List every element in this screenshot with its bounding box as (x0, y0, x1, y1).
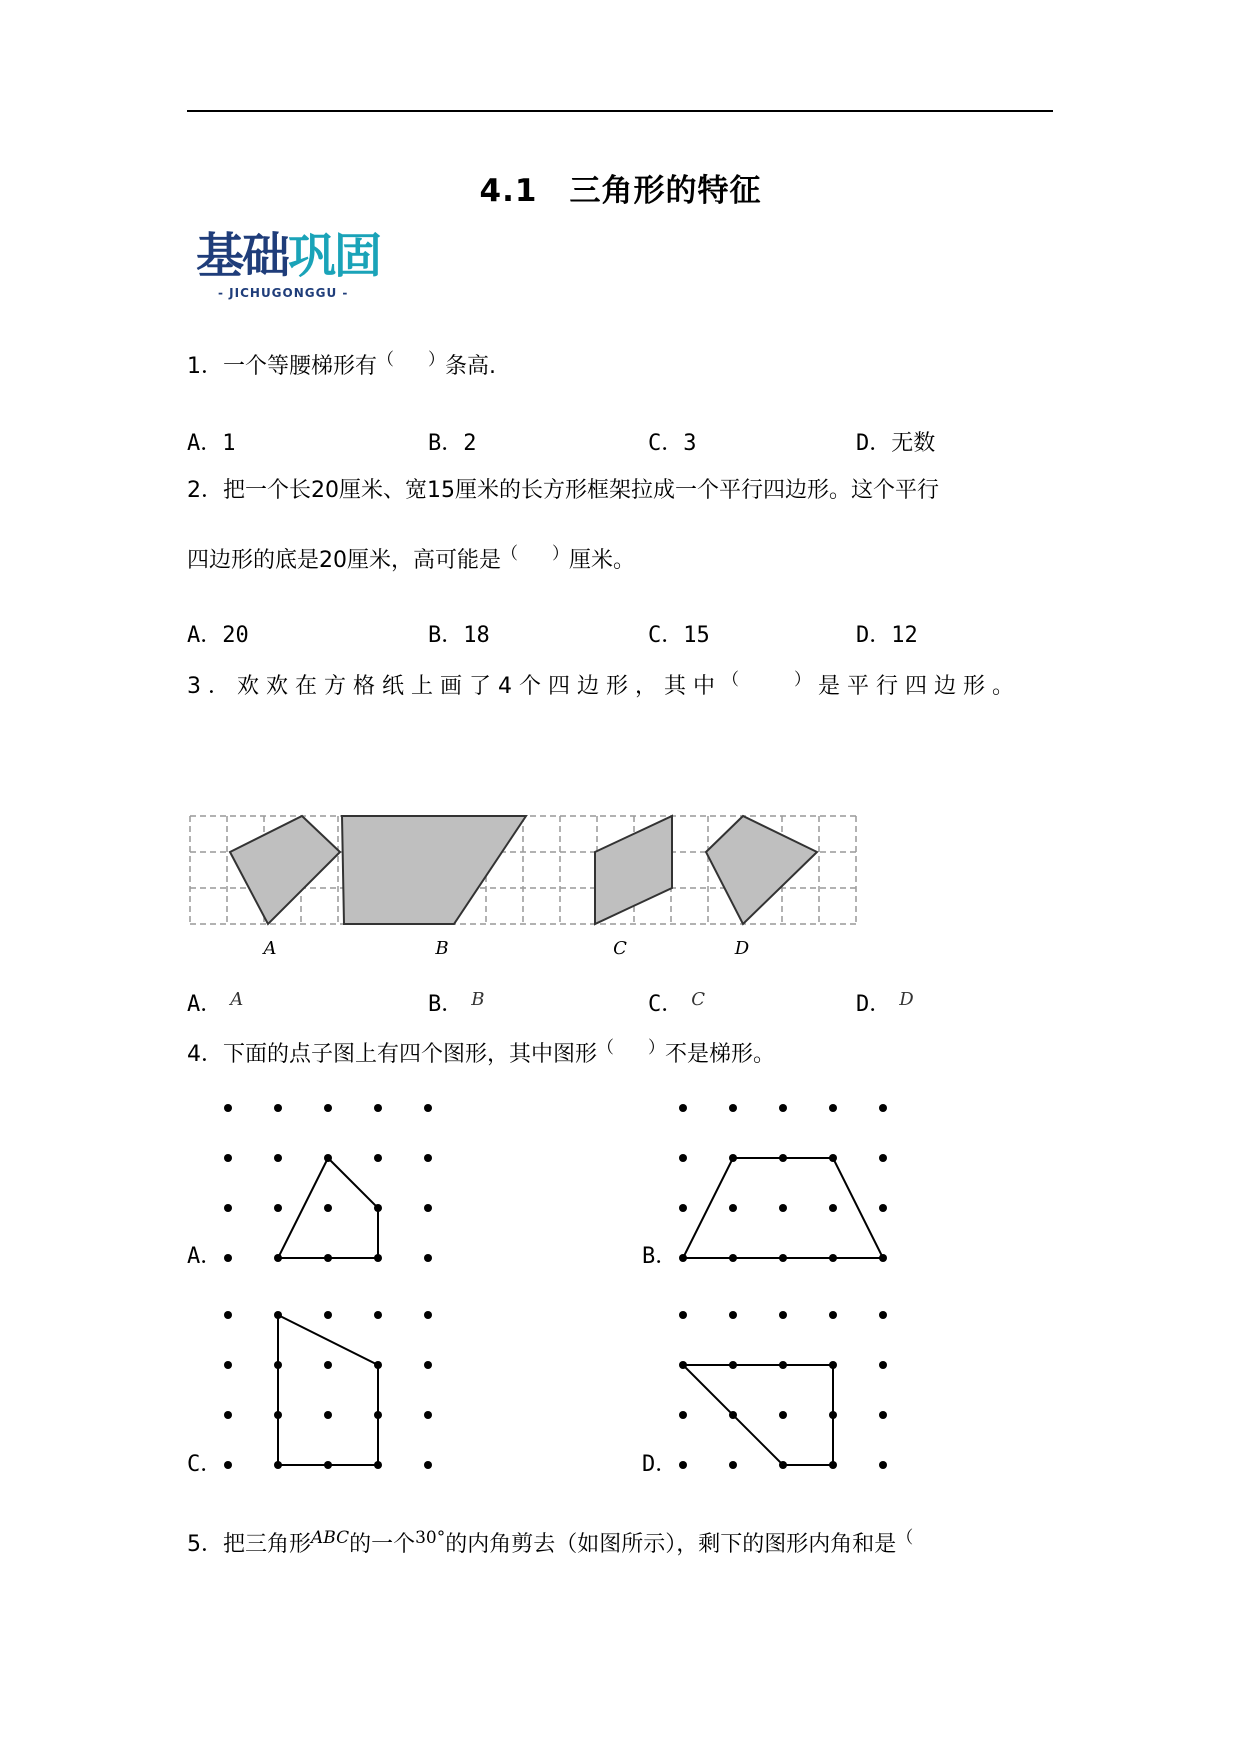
q3-shape-b (342, 816, 526, 924)
header-rule (187, 110, 1053, 112)
question-5-stem: 5．把三角形$^{ABC}$的一个$^{30^\circ}$的内角剪去（如图所示），剩下的图形内角和是（ (187, 1528, 914, 1557)
question-2-line-2: 四边形的底是20厘米，高可能是（ ）厘米。 (187, 544, 636, 573)
question-4-stem: 4．下面的点子图上有四个图形，其中图形（ ）不是梯形。 (187, 1038, 776, 1067)
q3-option-b[interactable]: B． $^B$ (428, 989, 485, 1017)
page-title: 4.1 三角形的特征 (479, 173, 762, 209)
q1-option-a[interactable]: A．1 (187, 431, 236, 456)
q2-option-d[interactable]: D．12 (856, 623, 918, 648)
q3-option-a[interactable]: A． $^A$ (187, 989, 244, 1017)
question-1-stem: 1．一个等腰梯形有（ ）条高. (187, 350, 496, 379)
q3-figure-label-b: B (435, 938, 449, 959)
question-3-stem: 3．欢欢在方格纸上画了4个四边形，其中（ ）是平行四边形。 (187, 670, 1022, 699)
q3-figure-label-d: D (734, 938, 750, 959)
q4-dot-grid-d (675, 1307, 895, 1477)
q1-option-c[interactable]: C．3 (648, 431, 697, 456)
q3-grid-figure (190, 812, 860, 962)
q4-dot-grid-b (675, 1100, 895, 1270)
q3-figure-label-a: A (263, 938, 277, 959)
q4-dot-grid-c (220, 1307, 440, 1477)
q4-option-b[interactable]: B． (642, 1244, 678, 1269)
q4-shape-c (278, 1315, 378, 1465)
q3-shape-d (706, 816, 817, 924)
q3-figure-label-c: C (613, 938, 627, 959)
logo-subtitle: - JICHUGONGGU - (218, 286, 349, 300)
q2-option-a[interactable]: A．20 (187, 623, 249, 648)
q1-option-d[interactable]: D．无数 (856, 431, 936, 456)
q1-option-b[interactable]: B．2 (428, 431, 477, 456)
q4-option-c[interactable]: C． (187, 1452, 223, 1477)
question-2-line-1: 2．把一个长20厘米、宽15厘米的长方形框架拉成一个平行四边形。这个平行 (187, 478, 939, 503)
q2-option-c[interactable]: C．15 (648, 623, 710, 648)
q4-option-d[interactable]: D． (642, 1452, 678, 1477)
q4-shape-d (683, 1365, 833, 1465)
logo-text: 基础巩固 (196, 228, 381, 284)
q2-option-b[interactable]: B．18 (428, 623, 490, 648)
q3-shape-a (230, 816, 340, 924)
q3-option-d[interactable]: D． $^D$ (856, 989, 914, 1017)
q3-option-c[interactable]: C． $^C$ (648, 989, 706, 1017)
q4-option-a[interactable]: A． (187, 1244, 223, 1269)
section-logo (196, 228, 420, 306)
q4-dot-grid-a (220, 1100, 440, 1270)
